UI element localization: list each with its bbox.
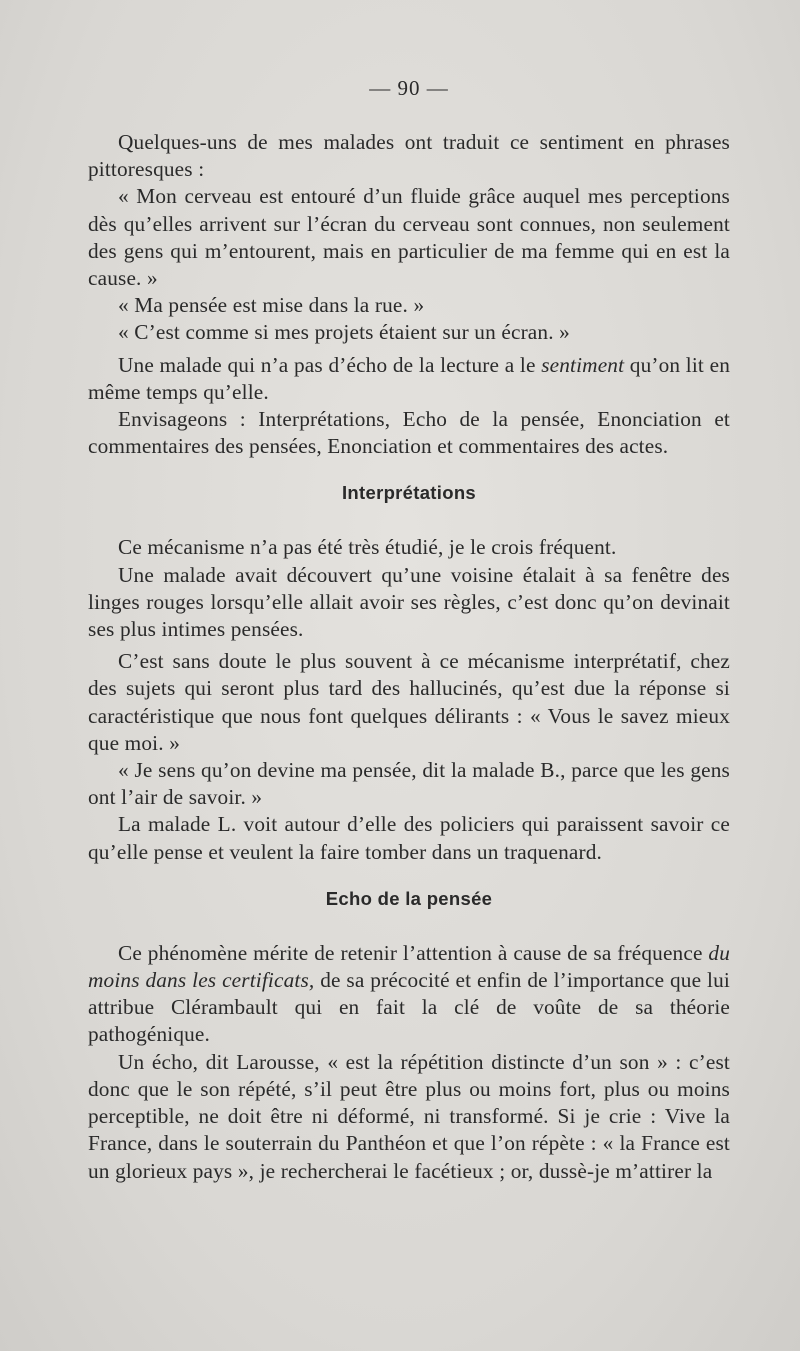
section-heading-interpretations: Interprétations	[341, 482, 477, 504]
italic-text: sentiment	[541, 352, 625, 377]
paragraph-sentiment	[88, 352, 730, 406]
text-run: de sa précocité et enfin de l’importance que lui attribue Clérambault qui en fait la clé de voûte de sa théorie pathogénique.	[88, 968, 730, 1047]
text-run: Ce phénomène mérite de retenir l’attention à cause de sa fréquence	[118, 940, 709, 965]
quote-paragraph: « Je sens qu’on devine ma pensée, dit la malade B., parce que les gens ont l’air de savoir. »	[88, 758, 730, 810]
text-run: qu’on lit en même temps qu’elle.	[88, 352, 730, 404]
section-heading-echo: Echo de la pensée	[325, 887, 493, 909]
body-text	[88, 129, 730, 460]
paragraph-phenomene	[88, 940, 730, 1049]
quote-paragraph: « Mon cerveau est entouré d’un fluide grâce auquel mes perceptions dès qu’elles arrivent sur l’écran du cerveau sont connues, non seulement des gens qui m’entourent, mais en particulier de ma femme qui en est la cause. »	[88, 184, 730, 291]
paragraph: Une malade avait découvert qu’une voisine étalait à sa fenêtre des linges rouges lorsqu’elle allait avoir ses règles, c’est donc qu’on devinait ses plus intimes pensées.	[88, 562, 730, 642]
italic-text: du moins dans les certificats,	[88, 940, 730, 993]
text-run: Une malade qui n’a pas d’écho de la lecture a le	[118, 352, 542, 377]
paragraph: Un écho, dit Larousse, « est la répétition distincte d’un son » : c’est donc que le son répété, s’il peut être plus ou moins fort, plus ou moins perceptible, ne doit être ni déformé, ni transformé. Si je crie : Vive la France, dans le souterrain du Panthéon et que l’on répète : « la France est un glorieux pays », je rechercherai le facétieux ; or, dussè-je m’attirer la	[88, 1049, 730, 1183]
body-text	[88, 940, 730, 1185]
quote-paragraph: « C’est comme si mes projets étaient sur un écran. »	[118, 320, 570, 345]
page-number: — 90 —	[369, 76, 449, 100]
paragraph: La malade L. voit autour d’elle des policiers qui paraissent savoir ce qu’elle pense et veulent la faire tomber dans un traquenard.	[88, 812, 730, 864]
paragraph: Envisageons : Interprétations, Echo de la pensée, Enonciation et commentaires des pensées, Enonciation et commentaires des actes.	[88, 407, 730, 459]
paragraph: C’est sans doute le plus souvent à ce mécanisme interprétatif, chez des sujets qui seront plus tard des hallucinés, qu’est due la réponse si caractéristique que nous font quelques délirants : « Vous le savez mieux que moi. »	[88, 649, 730, 755]
paragraph: Ce mécanisme n’a pas été très étudié, je le crois fréquent.	[118, 535, 617, 560]
paragraph: Quelques-uns de mes malades ont traduit ce sentiment en phrases pittoresques :	[88, 130, 730, 182]
body-text	[88, 534, 730, 865]
quote-paragraph: « Ma pensée est mise dans la rue. »	[118, 293, 425, 318]
